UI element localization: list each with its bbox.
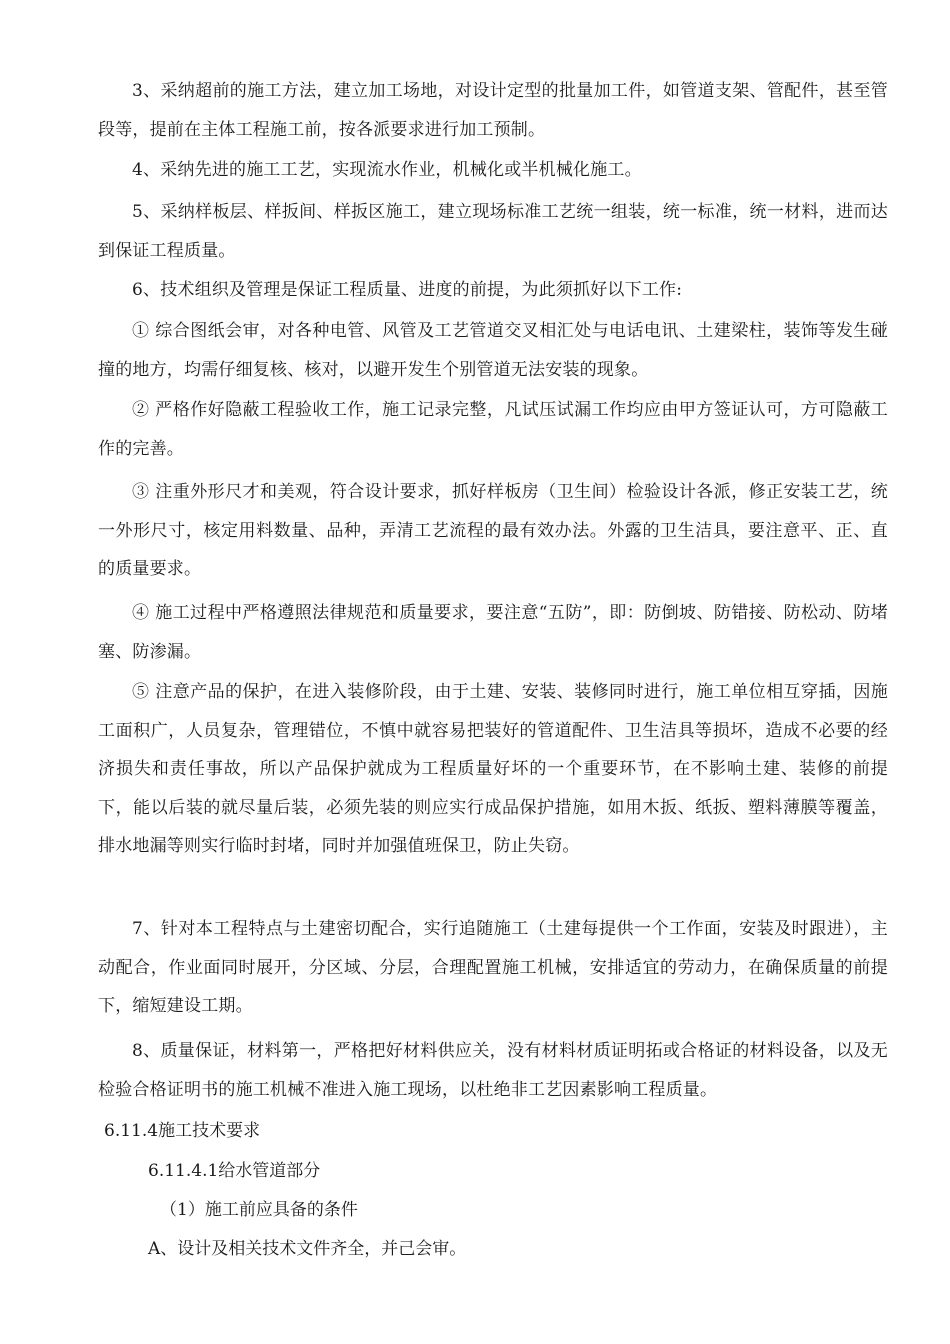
circled-item-5: ⑤ 注意产品的保护，在进入装修阶段，由于土建、安装、装修同时进行，施工单位相互穿插，因施工面积广，人员复杂，管理错位，不慎中就容易把装好的管道配件、卫生洁具等损坏，造成不必要的经济损失和责任事故，所以产品保护就成为工程质量好坏的一个重要环节，在不影响土建、装修的前提下，能以后装的就尽量后装，必须先装的则应实行成品保护措施，如用木扳、纸扳、塑料薄膜等覆盖，排水地漏等则实行临时封堵，同时并加强值班保卫，防止失窃。 bbox=[98, 682, 888, 857]
paragraph-item-4: 4、采纳先进的施工工艺，实现流水作业，机械化或半机械化施工。 bbox=[132, 160, 642, 180]
condition-item-a: A、设计及相关技术文件齐全，并己会审。 bbox=[148, 1239, 467, 1259]
paragraph-item-8: 8、质量保证，材料第一，严格把好材料供应关，没有材料材质证明拓或合格证的材料设备，以及无检验合格证明书的施工机械不准进入施工现场，以杜绝非工艺因素影响工程质量。 bbox=[98, 1041, 888, 1100]
paragraph-item-3: 3、采纳超前的施工方法，建立加工场地，对设计定型的批量加工件，如管道支架、管配件，甚至管段等，提前在主体工程施工前，按各派要求进行加工预制。 bbox=[98, 81, 888, 140]
circled-item-3: ③ 注重外形尺才和美观，符合设计要求，抓好样板房（卫生间）检验设计各派，修正安装工艺，统一外形尺寸，核定用料数量、品种，弄清工艺流程的最有效办法。外露的卫生洁具，要注意平、正、直的质量要求。 bbox=[98, 482, 888, 580]
paragraph-item-5: 5、采纳样板层、样扳间、样扳区施工，建立现场标准工艺统一组装，统一标准，统一材料，进而达到保证工程质量。 bbox=[98, 202, 888, 261]
circled-item-2: ② 严格作好隐蔽工程验收工作，施工记录完整，凡试压试漏工作均应由甲方签证认可，方可隐蔽工作的完善。 bbox=[98, 400, 888, 459]
section-heading: 6.11.4施工技术要求 bbox=[104, 1121, 261, 1141]
subsection-heading: 6.11.4.1给水管道部分 bbox=[148, 1161, 321, 1181]
circled-item-1: ① 综合图纸会审，对各种电管、风管及工艺管道交叉相汇处与电话电讯、土建梁柱，装饰等发生碰撞的地方，均需仔细复核、核对，以避开发生个别管道无法安装的现象。 bbox=[98, 321, 888, 380]
condition-heading: （1）施工前应具备的条件 bbox=[160, 1200, 358, 1220]
circled-item-4: ④ 施工过程中严格遵照法律规范和质量要求，要注意“五防”，即：防倒坡、防错接、防松动、防堵塞、防渗漏。 bbox=[98, 603, 888, 662]
paragraph-item-6: 6、技术组织及管理是保证工程质量、进度的前提，为此须抓好以下工作: bbox=[132, 280, 683, 300]
paragraph-item-7: 7、针对本工程特点与土建密切配合，实行追随施工（土建每提供一个工作面，安装及时跟进），主动配合，作业面同时展开，分区域、分层，合理配置施工机械，安排适宜的劳动力，在确保质量的前提下，缩短建设工期。 bbox=[98, 919, 888, 1017]
